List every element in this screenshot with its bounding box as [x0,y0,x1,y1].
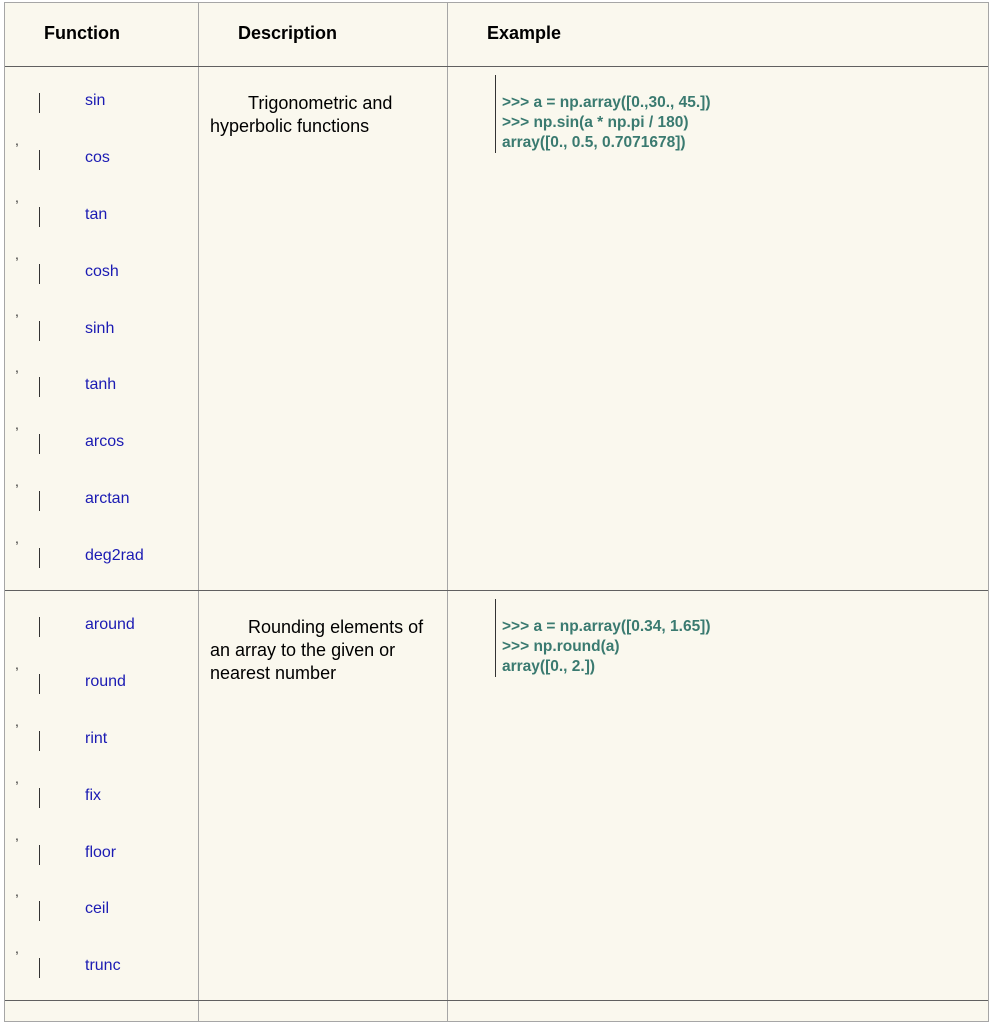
function-list-item [5,883,195,933]
function-link-deg2rad[interactable]: deg2rad [85,547,144,564]
separator-comma: , [15,713,19,729]
list-bar [39,958,40,978]
list-bar [39,150,40,170]
function-list-item [5,473,195,523]
list-bar [39,548,40,568]
function-list-item [5,530,195,580]
row-divider [5,66,988,67]
function-link-trunc[interactable]: trunc [85,957,121,974]
function-list-item [5,940,195,990]
function-link-floor[interactable]: floor [85,844,117,861]
function-list-item [5,132,195,182]
code-example-trigonometric [495,75,711,153]
function-list-item [5,713,195,763]
function-list-item [5,770,195,820]
separator-comma: , [15,473,19,489]
separator-comma: , [15,189,19,205]
separator-comma: , [15,656,19,672]
column-divider [198,3,199,1021]
function-link-sinh[interactable]: sinh [85,320,115,337]
code-line: array([0., 0.5, 0.7071678]) [502,134,686,151]
separator-comma: , [15,770,19,786]
function-link-round[interactable]: round [85,673,126,690]
list-bar [39,207,40,227]
row-divider [5,1000,988,1001]
function-list-item [5,359,195,409]
list-bar [39,674,40,694]
list-bar [39,264,40,284]
list-bar [39,731,40,751]
function-link-cosh[interactable]: cosh [85,263,119,280]
separator-comma: , [15,303,19,319]
function-list-item [5,303,195,353]
list-bar [39,845,40,865]
row-divider [5,590,988,591]
code-line: >>> np.round(a) [502,638,620,655]
list-bar [39,788,40,808]
header-function: Function [44,23,120,43]
separator-comma: , [15,416,19,432]
list-bar [39,491,40,511]
list-bar [39,901,40,921]
column-divider [447,3,448,1021]
function-link-ceil[interactable]: ceil [85,900,110,917]
separator-comma: , [15,883,19,899]
function-link-rint[interactable]: rint [85,730,108,747]
separator-comma: , [15,246,19,262]
function-link-cos[interactable]: cos [85,149,110,166]
code-line: >>> np.sin(a * np.pi / 180) [502,114,689,131]
list-bar [39,434,40,454]
separator-comma: , [15,132,19,148]
code-example-rounding [495,599,711,677]
function-list-item [5,246,195,296]
function-link-fix[interactable]: fix [85,787,101,804]
function-link-arctan[interactable]: arctan [85,490,130,507]
function-link-tan[interactable]: tan [85,206,108,223]
separator-comma: , [15,530,19,546]
header-description: Description [238,23,338,43]
function-list-item [5,92,195,125]
code-line: >>> a = np.array([0.34, 1.65]) [502,618,711,635]
code-line: array([0., 2.]) [502,658,596,675]
function-list-item [5,827,195,877]
function-list-item [5,416,195,466]
function-list-item [5,616,195,649]
functions-table [4,2,989,1022]
description-rounding: Rounding elements of an array to the given or nearest number [210,617,424,683]
code-line: >>> a = np.array([0.,30., 45.]) [502,94,711,111]
list-bar [39,617,40,637]
list-bar [39,93,40,113]
separator-comma: , [15,940,19,956]
function-link-sin[interactable]: sin [85,92,106,109]
header-example: Example [487,23,562,43]
list-bar [39,377,40,397]
function-link-arcos[interactable]: arcos [85,433,125,450]
list-bar [39,321,40,341]
function-list-item [5,656,195,706]
function-link-tanh[interactable]: tanh [85,376,117,393]
function-list-item [5,189,195,239]
description-trigonometric: Trigonometric and hyperbolic functions [210,93,393,136]
separator-comma: , [15,359,19,375]
function-link-around[interactable]: around [85,616,135,633]
separator-comma: , [15,827,19,843]
